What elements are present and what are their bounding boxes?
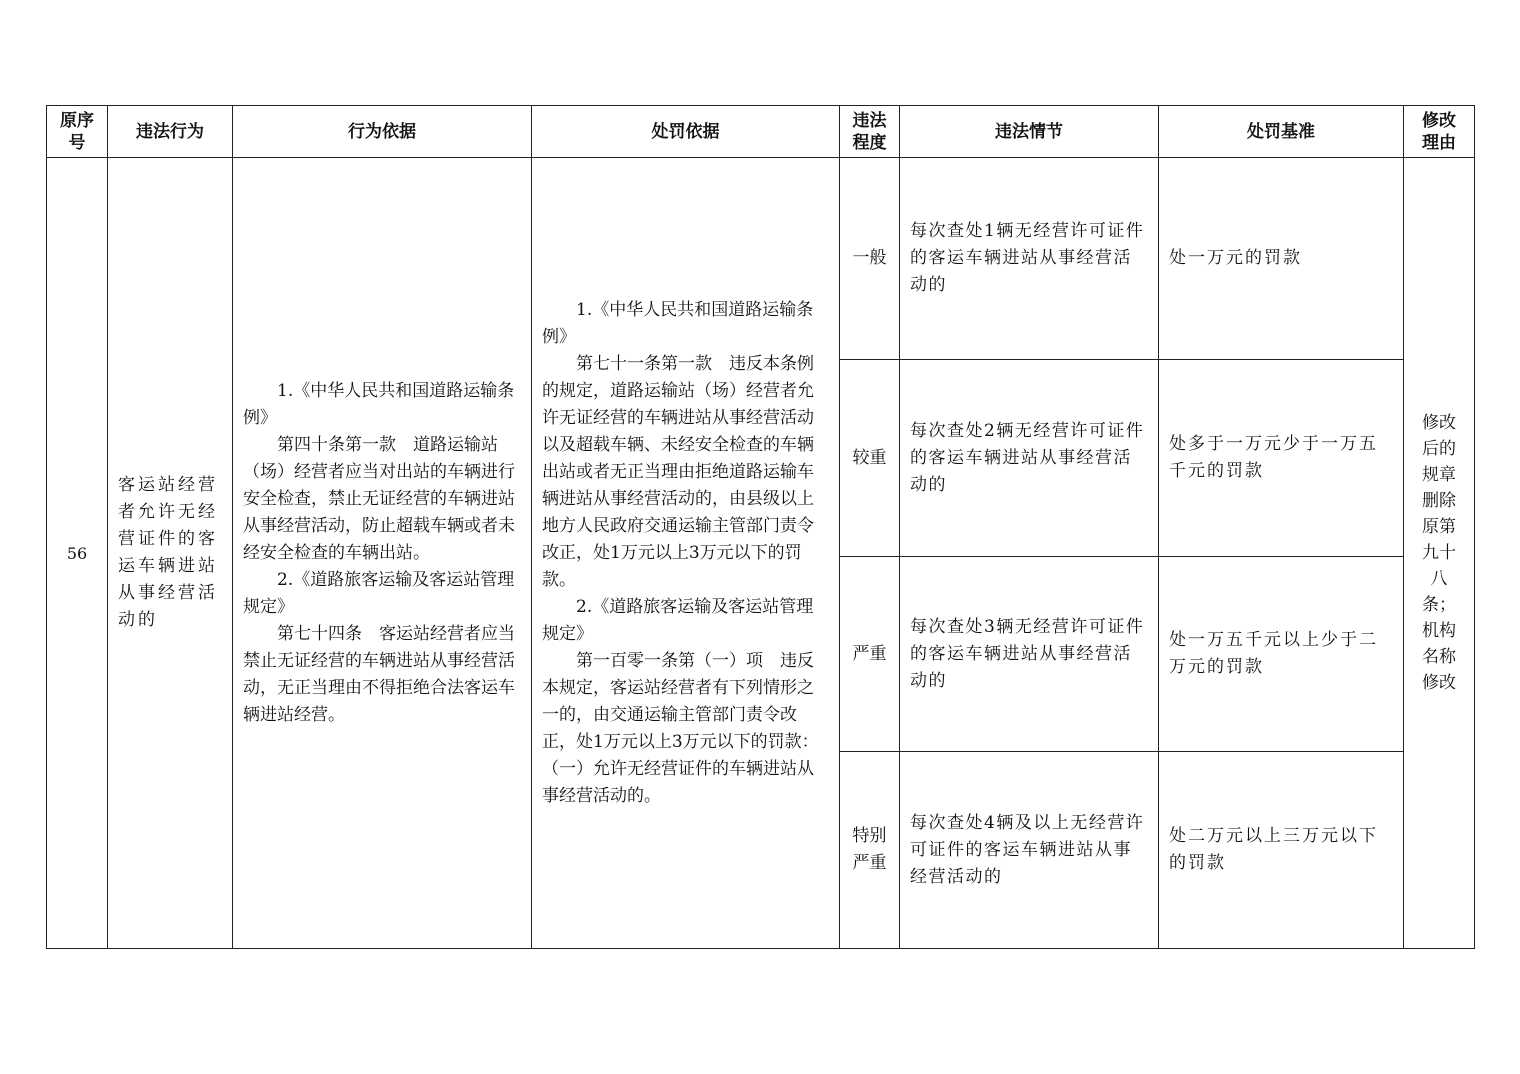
standard-cell: 处一万元的罚款: [1159, 158, 1404, 360]
violation-act: 客运站经营者允许无经营证件的客运车辆进站从事经营活动的: [108, 158, 233, 949]
penalty-basis: [532, 158, 840, 949]
header-act-basis: 行为依据: [233, 106, 532, 158]
degree-cell: 特别严重: [840, 752, 900, 949]
header-standard: 处罚基准: [1159, 106, 1404, 158]
row-seq: 56: [47, 158, 108, 949]
act-basis-para: 1.《中华人民共和国道路运输条例》: [243, 380, 515, 428]
act-basis-para: 第七十四条 客运站经营者应当禁止无证经营的车辆进站从事经营活动，无正当理由不得拒绝合法客运车辆进站经营。: [243, 623, 515, 725]
header-act: 违法行为: [108, 106, 233, 158]
degree-cell: 严重: [840, 557, 900, 752]
penalty-basis-para: 1.《中华人民共和国道路运输条例》: [542, 299, 814, 347]
act-basis-para: 第四十条第一款 道路运输站（场）经营者应当对出站的车辆进行安全检查，禁止无证经营的车辆进站从事经营活动，防止超载车辆或者未经安全检查的车辆出站。: [243, 434, 515, 563]
penalty-basis-para: 2.《道路旅客运输及客运站管理规定》: [542, 596, 814, 644]
header-penalty-basis: 处罚依据: [532, 106, 840, 158]
plot-cell: 每次查处2辆无经营许可证件的客运车辆进站从事经营活动的: [900, 360, 1159, 557]
act-basis-para: 2.《道路旅客运输及客运站管理规定》: [243, 569, 515, 617]
plot-cell: 每次查处4辆及以上无经营许可证件的客运车辆进站从事经营活动的: [900, 752, 1159, 949]
modification-reason: 修改后的规章删除原第九十八条；机构名称修改: [1404, 158, 1475, 949]
header-row: [47, 106, 1475, 158]
degree-cell: 一般: [840, 158, 900, 360]
penalty-basis-para: 第一百零一条第（一）项 违反本规定，客运站经营者有下列情形之一的，由交通运输主管部门责令改正，处1万元以上3万元以下的罚款：（一）允许无经营证件的车辆进站从事经营活动的。: [542, 650, 819, 806]
penalty-standard-table: [46, 105, 1475, 949]
standard-cell: 处多于一万元少于一万五千元的罚款: [1159, 360, 1404, 557]
header-plot: 违法情节: [900, 106, 1159, 158]
penalty-basis-para: 第七十一条第一款 违反本条例的规定，道路运输站（场）经营者允许无证经营的车辆进站从事经营活动以及超载车辆、未经安全检查的车辆出站或者无正当理由拒绝道路运输车辆进站从事经营活动的，由县级以上地方人民政府交通运输主管部门责令改正，处1万元以上3万元以下的罚款。: [542, 353, 814, 590]
act-basis: [233, 158, 532, 949]
standard-cell: 处二万元以上三万元以下的罚款: [1159, 752, 1404, 949]
header-degree: 违法程度: [840, 106, 900, 158]
standard-cell: 处一万五千元以上少于二万元的罚款: [1159, 557, 1404, 752]
plot-cell: 每次查处3辆无经营许可证件的客运车辆进站从事经营活动的: [900, 557, 1159, 752]
header-reason: 修改理由: [1404, 106, 1475, 158]
degree-cell: 较重: [840, 360, 900, 557]
plot-cell: 每次查处1辆无经营许可证件的客运车辆进站从事经营活动的: [900, 158, 1159, 360]
table-row: [47, 158, 1475, 360]
header-seq: 原序号: [47, 106, 108, 158]
